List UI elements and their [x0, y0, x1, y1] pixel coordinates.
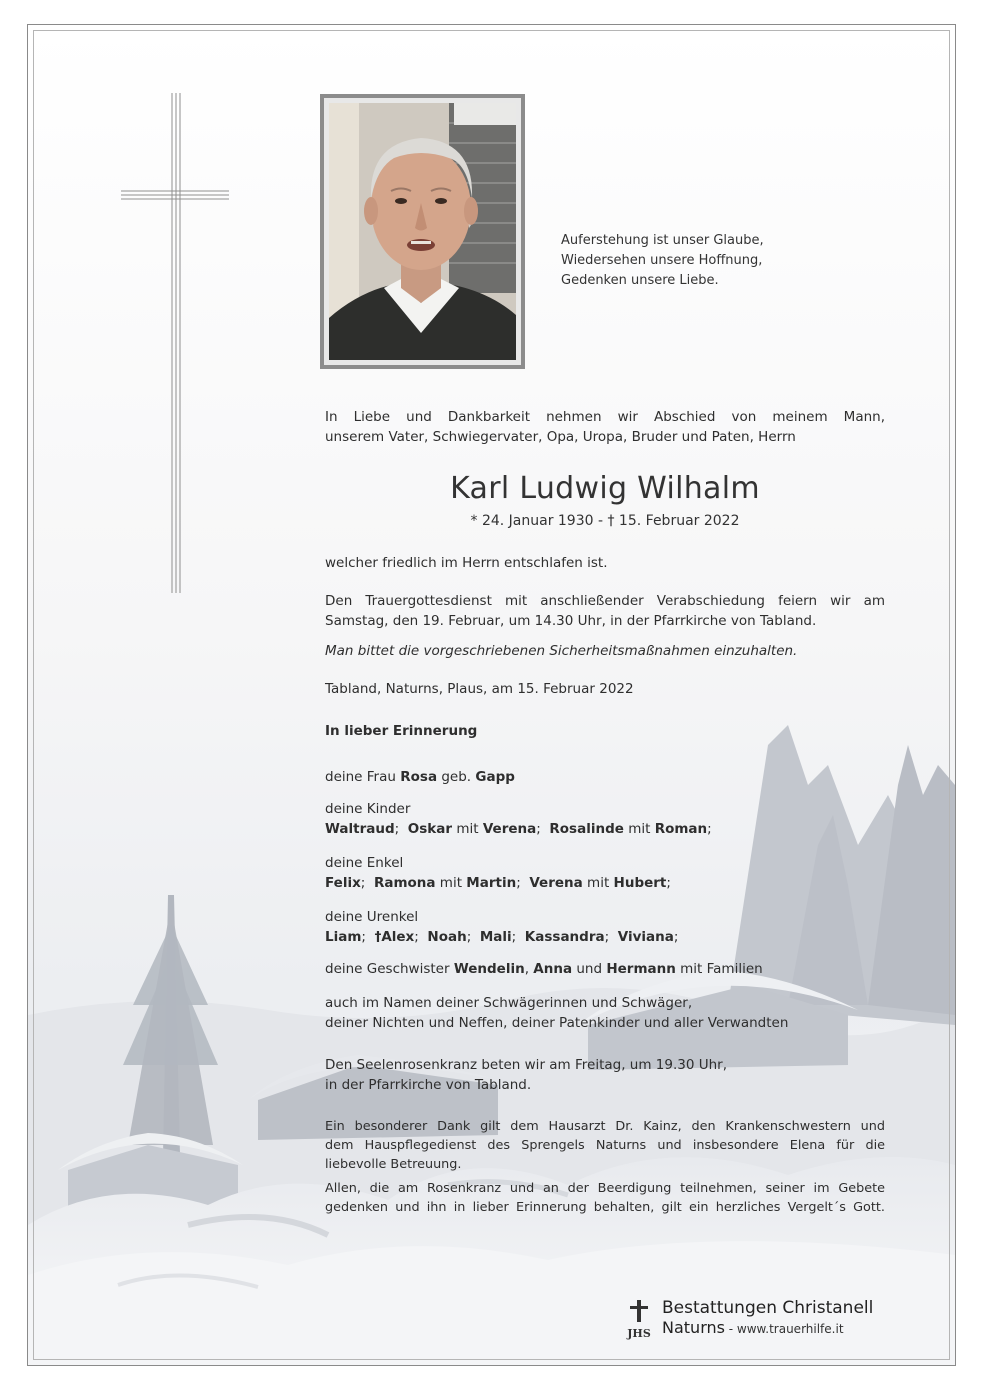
- cross-icon: [121, 93, 229, 593]
- service-text: [325, 591, 885, 631]
- memory-heading: In lieber Erinnerung: [325, 723, 478, 739]
- family-others: auch im Namen deiner Schwägerinnen und Schwäger, deiner Nichten und Neffen, deiner Patenkinder und aller Verwandten: [325, 995, 789, 1031]
- intro-line-1: In Liebe und Dankbarkeit nehmen wir Abschied von meinem Mann,: [325, 409, 885, 425]
- quote-line: Auferstehung ist unser Glaube,: [561, 233, 764, 248]
- family-great-grandchildren: deine Urenkel Liam; †Alex; Noah; Mali; Kassandra; Viviana;: [325, 907, 885, 947]
- service-line-2: Samstag, den 19. Februar, um 14.30 Uhr, in der Pfarrkirche von Tabland.: [325, 613, 817, 629]
- outer-frame: [27, 24, 956, 1366]
- quote-line: Gedenken unsere Liebe.: [561, 273, 719, 288]
- obituary-text: [325, 407, 885, 1217]
- family-wife: deine Frau Rosa geb. Gapp: [325, 769, 515, 785]
- intro-text: [325, 407, 885, 447]
- family-siblings: deine Geschwister Wendelin, Anna und Hermann mit Familien: [325, 961, 763, 977]
- children-label: deine Kinder: [325, 801, 411, 817]
- company-website: - www.trauerhilfe.it: [724, 1322, 844, 1336]
- portrait-photo: [329, 103, 516, 360]
- quote-block: [561, 231, 861, 291]
- wife-name: Rosa: [400, 769, 438, 785]
- safety-notice: Man bittet die vorgeschriebenen Sicherheitsmaßnahmen einzuhalten.: [325, 643, 798, 659]
- deceased-name: Karl Ludwig Wilhalm: [450, 471, 760, 506]
- family-grandchildren: deine Enkel Felix; Ramona mit Martin; Verena mit Hubert;: [325, 853, 885, 893]
- intro-line-2: unserem Vater, Schwiegervater, Opa, Uropa, Bruder und Paten, Herrn: [325, 429, 796, 445]
- quote-line: Wiedersehen unsere Hoffnung,: [561, 253, 763, 268]
- company-name: Bestattungen Christanell: [662, 1298, 874, 1318]
- service-line-1: Den Trauergottesdienst mit anschließender Verabschiedung feiern wir am: [325, 593, 885, 609]
- wife-maiden-name: Gapp: [475, 769, 515, 785]
- portrait-frame: [320, 94, 525, 369]
- great-grandchildren-label: deine Urenkel: [325, 909, 419, 925]
- rosary-text: Den Seelenrosenkranz beten wir am Freitag, um 19.30 Uhr, in der Pfarrkirche von Tabland.: [325, 1057, 728, 1093]
- thanks-text: Ein besonderer Dank gilt dem Hausarzt Dr. Kainz, den Krankenschwestern und dem Hauspflegedienst des Sprengels Naturns und insbesondere Elena für die liebevolle Betreuung. Allen, die am Rosenkranz und an der Beerdigung teilnehmen, seiner im Gebete gedenken und ihn in lieber Erinnerung behalten, gilt ein herzliches Vergelt´s Gott.: [325, 1119, 885, 1215]
- life-dates: * 24. Januar 1930 - † 15. Februar 2022: [470, 513, 740, 529]
- funeral-home-footer: [624, 1298, 894, 1342]
- logo-monogram: JHS: [627, 1327, 651, 1340]
- place-date: Tabland, Naturns, Plaus, am 15. Februar 2022: [325, 681, 634, 697]
- funeral-home-logo-icon: [624, 1300, 654, 1340]
- grandchildren-label: deine Enkel: [325, 855, 404, 871]
- company-location: Naturns - www.trauerhilfe.it: [662, 1318, 844, 1337]
- family-children: deine Kinder Waltraud; Oskar mit Verena; Rosalinde mit Roman;: [325, 799, 885, 839]
- peaceful-line: welcher friedlich im Herrn entschlafen ist.: [325, 555, 608, 571]
